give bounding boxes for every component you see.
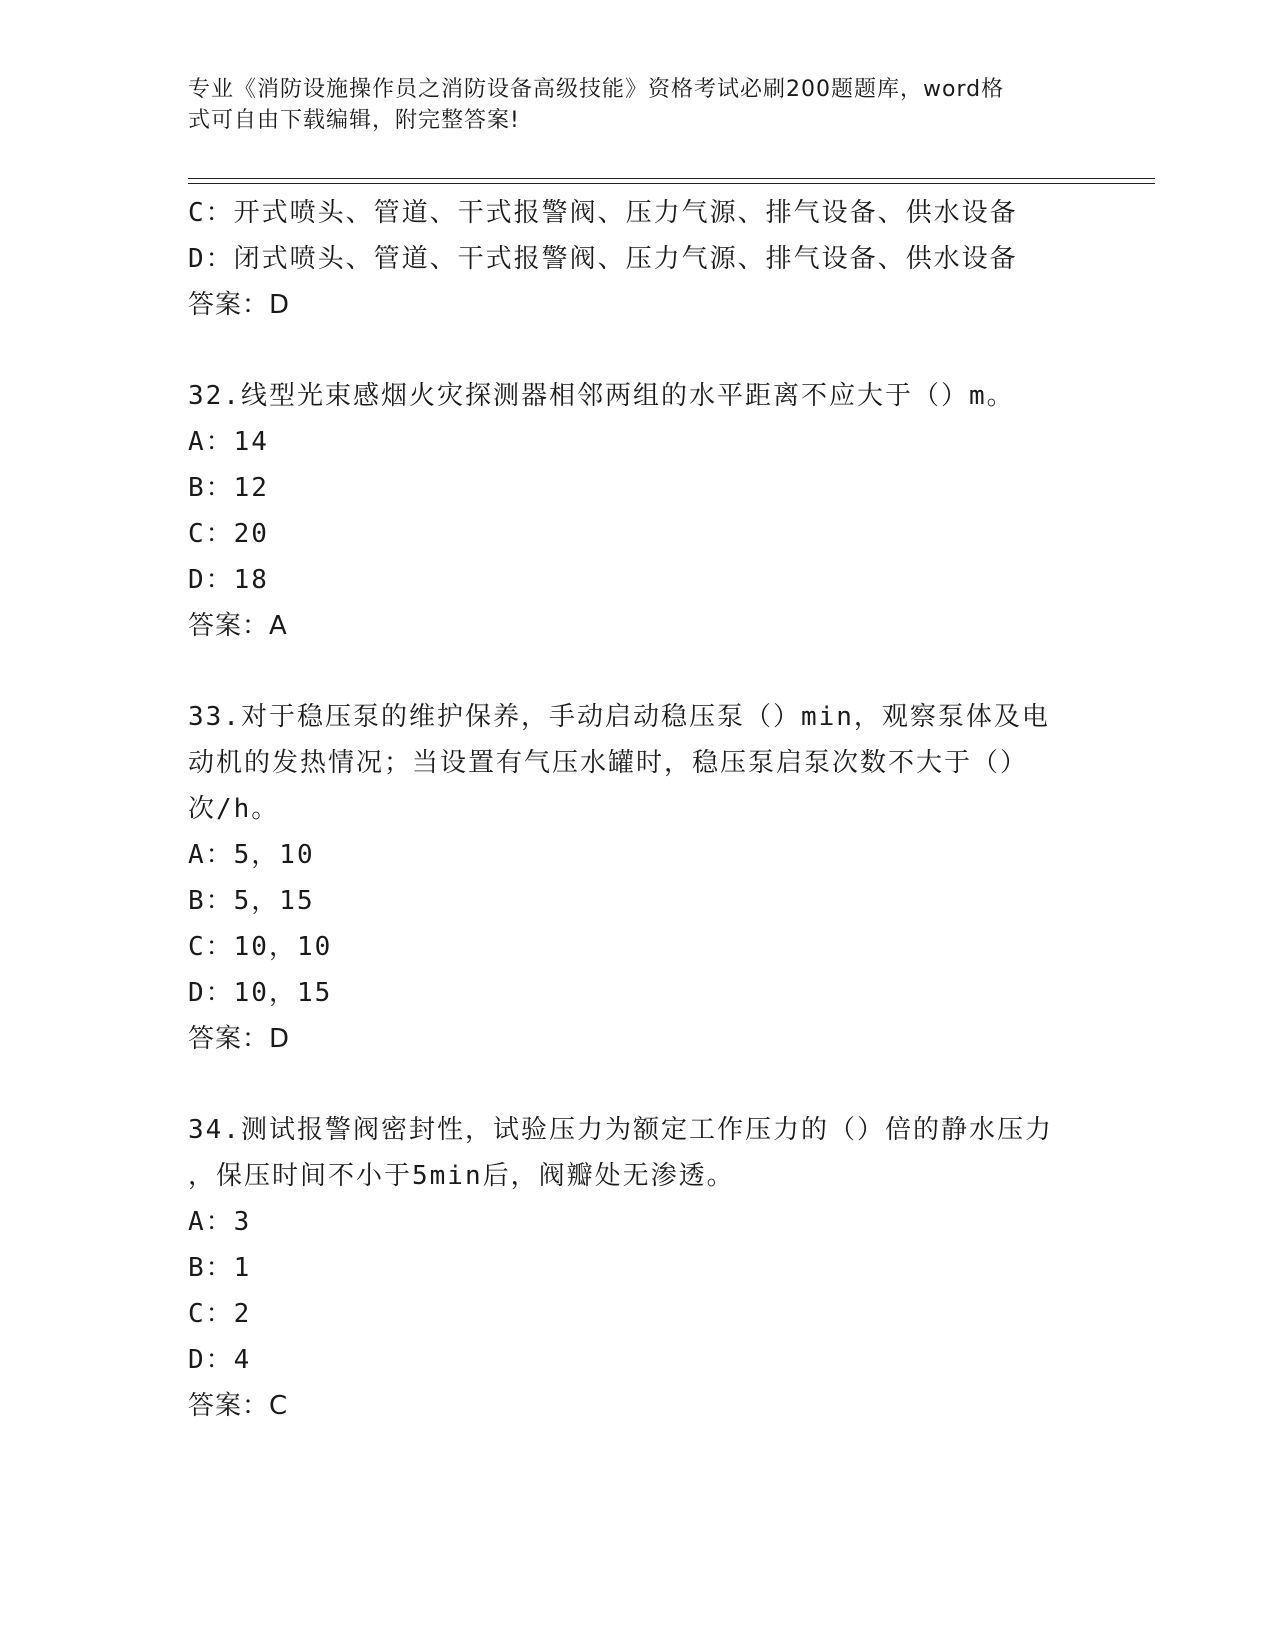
question-34	[188, 1107, 1088, 1429]
answer: 答案：D	[188, 290, 291, 320]
question-31-tail	[188, 190, 1088, 328]
question-text: 33.对于稳压泵的维护保养，手动启动稳压泵（）min，观察泵体及电	[188, 702, 1050, 732]
option-b: B：12	[188, 473, 269, 503]
answer: 答案：D	[188, 1024, 291, 1054]
option-a: A：14	[188, 427, 269, 457]
question-text: 动机的发热情况；当设置有气压水罐时，稳压泵启泵次数不大于（）	[188, 748, 1029, 778]
option-d: D：闭式喷头、管道、干式报警阀、压力气源、排气设备、供水设备	[188, 244, 1018, 274]
question-text: 次/h。	[188, 794, 280, 824]
option-c: C：10，10	[188, 932, 333, 962]
answer: 答案：A	[188, 611, 288, 641]
header-line-1: 专业《消防设施操作员之消防设备高级技能》资格考试必刷200题题库，word格	[188, 77, 1005, 102]
question-32	[188, 373, 1088, 649]
question-list	[188, 190, 1088, 1429]
option-d: D：4	[188, 1345, 252, 1375]
option-a: A：5，10	[188, 840, 315, 870]
option-c: C：20	[188, 519, 269, 549]
header-rule-bottom	[188, 183, 1155, 184]
document-header	[188, 74, 1068, 136]
question-text: 34.测试报警阀密封性，试验压力为额定工作压力的（）倍的静水压力	[188, 1115, 1053, 1145]
question-33	[188, 694, 1088, 1062]
option-d: D：18	[188, 565, 269, 595]
header-line-2: 式可自由下载编辑，附完整答案!	[188, 108, 520, 133]
option-b: B：5，15	[188, 886, 315, 916]
option-a: A：3	[188, 1207, 252, 1237]
option-b: B：1	[188, 1253, 252, 1283]
answer: 答案：C	[188, 1391, 289, 1421]
header-rule-top	[188, 178, 1155, 179]
question-text: 32.线型光束感烟火灾探测器相邻两组的水平距离不应大于（）m。	[188, 381, 1015, 411]
option-d: D：10，15	[188, 978, 333, 1008]
option-c: C：开式喷头、管道、干式报警阀、压力气源、排气设备、供水设备	[188, 198, 1018, 228]
option-c: C：2	[188, 1299, 252, 1329]
question-text: ，保压时间不小于5min后，阀瓣处无渗透。	[188, 1161, 735, 1191]
